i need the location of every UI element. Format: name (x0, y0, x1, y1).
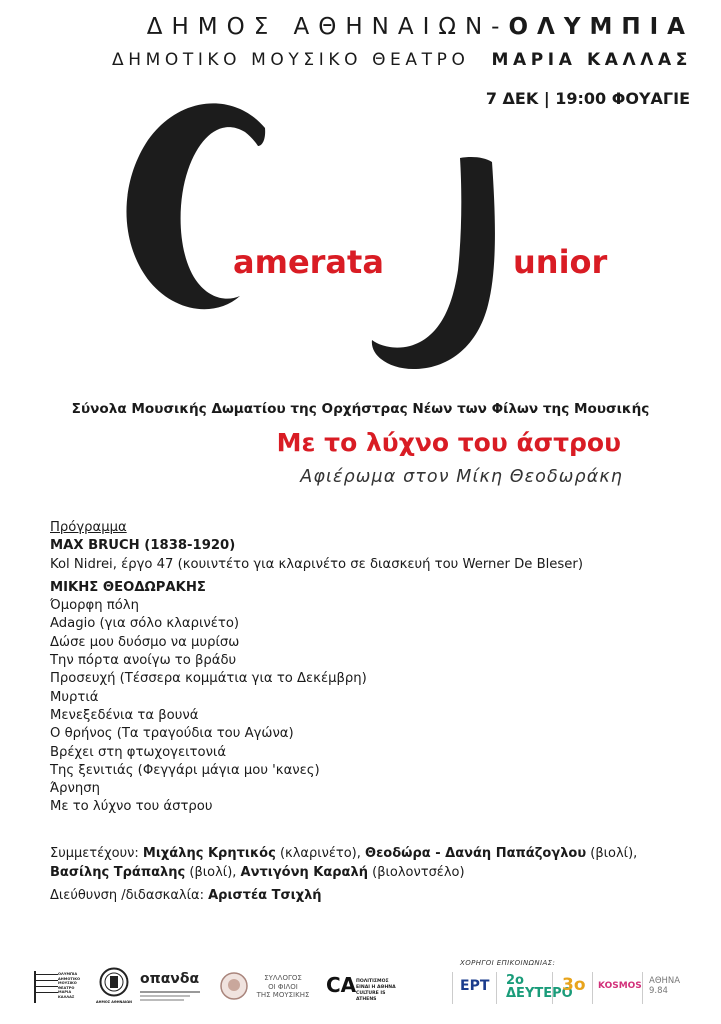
opanda-wordmark: οπανδα (140, 971, 200, 987)
megaro-line: ΟΛΥΜΠΙΑ (58, 972, 78, 976)
performers-label: Συμμετέχουν: (50, 846, 143, 861)
megaro-line: ΘΕΑΤΡΟ (58, 985, 75, 990)
theatre-name: ΔΗΜΟΤΙΚΟ ΜΟΥΣΙΚΟ ΘΕΑΤΡΟ (111, 50, 470, 70)
culture-is-athens-logo (326, 973, 406, 1005)
culture-line: ΠΟΛΙΤΙΣΜΟΣ (356, 979, 389, 984)
bruch-work: Kol Nidrei, έργο 47 (κουιντέτο για κλαρινέτο σε διασκευή του Werner De Bleser) (50, 556, 583, 572)
performer-name: Αντιγόνη Καραλή (240, 864, 368, 880)
theatre-brand: ΜΑΡΙΑ ΚΑΛΛΑΣ (491, 50, 692, 70)
program-work: Δώσε μου δυόσμο να μυρίσω (50, 634, 240, 650)
program-work: Προσευχή (Τέσσερα κομμάτια για το Δεκέμβρη) (50, 671, 367, 687)
performer-name: Βασίλης Τράπαλης (50, 864, 186, 880)
megaro-line: ΜΑΡΙΑ (58, 990, 72, 995)
program-work: Όμορφη πόλη (50, 598, 139, 614)
program-work: Βρέχει στη φτωχογειτονιά (50, 744, 227, 760)
syllogos-logo (220, 968, 320, 1008)
composer-theodorakis: ΜΙΚΗΣ ΘΕΟΔΩΡΑΚΗΣ (50, 579, 206, 595)
megaro-icon (34, 971, 58, 1003)
dimos-athinaion-logo (96, 967, 132, 1004)
program-work: Adagio (για σόλο κλαρινέτο) (50, 616, 240, 632)
program-section (50, 519, 583, 817)
syllogos-line: ΣΥΛΛΟΓΟΣ (264, 974, 302, 982)
program-work: Μενεξεδένια τα βουνά (50, 707, 199, 723)
syllogos-line: ΟΙ ΦΙΛΟΙ (268, 982, 298, 991)
event-date-time: 7 ΔΕΚ | 19:00 ΦΟΥΑΓΙΕ (485, 89, 690, 108)
venue-name: ΟΛΥΜΠΙΑ (508, 14, 694, 40)
performer-name: Μιχάλης Κρητικός (142, 846, 276, 861)
performer-role: (κλαρινέτο), (275, 846, 366, 861)
program-work: Με το λύχνο του άστρου (50, 799, 213, 815)
direction-label: Διεύθυνση /διδασκαλία: (50, 888, 209, 903)
media-sponsors-group (452, 966, 692, 1010)
concert-tagline: Αφιέρωμα στον Μίκη Θεοδωράκη (300, 467, 623, 487)
megaro-line: ΔΗΜΟΤΙΚΟ (58, 976, 81, 981)
syllogos-emblem-icon (220, 972, 248, 1000)
direction-credit (50, 888, 322, 903)
performer-role: (βιολοντσέλο) (367, 864, 465, 880)
composer-bruch: MAX BRUCH (1838-1920) (50, 538, 236, 554)
logo-word-camerata: amerata (233, 243, 384, 281)
performer-role: (βιολί), (586, 846, 638, 861)
athens-seal-icon (99, 967, 129, 997)
trito-logo: 3ο (562, 975, 586, 995)
director-name: Αριστέα Τσιχλή (208, 888, 322, 903)
media-sponsors-label: ΧΟΡΗΓΟΙ ΕΠΙΚΟΙΝΩΝΙΑΣ: (460, 959, 556, 967)
deftero-logo: 2ο ΔΕΥΤΕΡΟ (506, 973, 573, 1001)
athina-984-logo: ΑΘΗΝΑ 9.84 (649, 976, 681, 996)
megaro-line: ΚΑΛΛΑΣ (58, 994, 75, 999)
ensemble-subtitle: Σύνολα Μουσικής Δωματίου της Ορχήστρας Νέων των Φίλων της Μουσικής (71, 401, 650, 417)
megaro-line: ΜΟΥΣΙΚΟ (58, 981, 77, 986)
megaro-logo (34, 969, 90, 1007)
culture-line: ΕΙΝΑΙ Η ΑΘΗΝΑ (356, 985, 396, 990)
ert-logo: ΕΡΤ (460, 978, 490, 994)
program-work: Ο θρήνος (Τα τραγούδια του Αγώνα) (50, 726, 294, 742)
logo-word-junior: unior (513, 243, 608, 281)
concert-title: Με το λύχνο του άστρου (276, 428, 621, 457)
culture-line: CULTURE IS ATHENS (356, 991, 386, 1002)
program-work: Μυρτιά (50, 689, 99, 705)
kosmos-logo: KOSMOS (598, 981, 642, 991)
camerata-junior-logo (0, 0, 721, 400)
municipality-name: ΔΗΜΟΣ ΑΘΗΝΑΙΩΝ- (146, 14, 509, 40)
culture-icon: CA (326, 973, 357, 997)
program-heading: Πρόγραμμα (50, 520, 127, 535)
program-work: Της ξενιτιάς (Φεγγάρι μάγια μου 'κανες) (50, 762, 320, 778)
syllogos-line: ΤΗΣ ΜΟΥΣΙΚΗΣ (256, 991, 310, 999)
performer-name: Θεοδώρα - Δανάη Παπάζογλου (365, 846, 587, 861)
logo-letter-j (372, 157, 495, 369)
program-work: Άρνηση (50, 781, 100, 797)
dimos-label: ΔΗΜΟΣ ΑΘΗΝΑΙΩΝ (96, 1000, 133, 1004)
performer-role: (βιολί), (185, 864, 241, 880)
program-work: Την πόρτα ανοίγω το βράδυ (50, 653, 237, 669)
organizers-logo-group (30, 963, 222, 1013)
performers-credits (50, 845, 637, 882)
opanda-logo (140, 971, 200, 1001)
